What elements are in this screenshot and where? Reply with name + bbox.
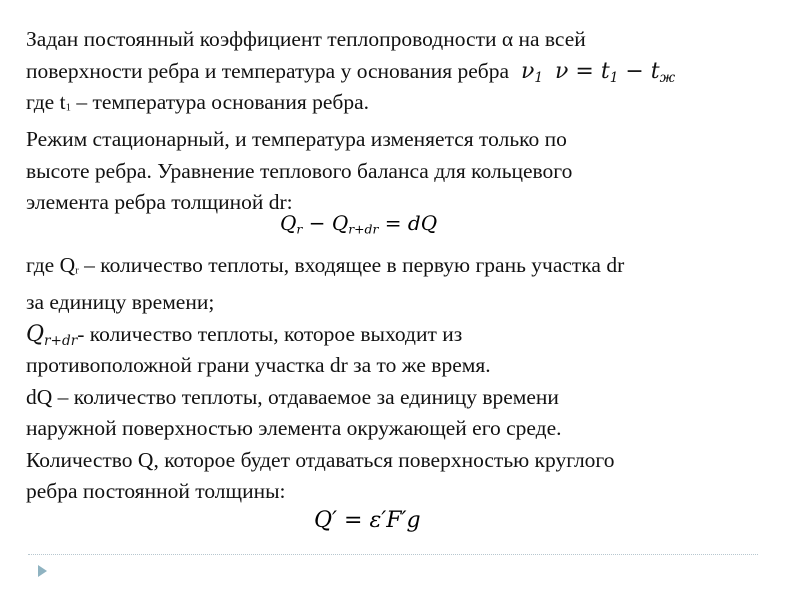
footer-divider <box>28 554 758 555</box>
q-symbol: Q <box>280 211 297 235</box>
text-line: противоположной грани участка dr за то же время. <box>26 353 491 378</box>
body-text <box>26 24 776 508</box>
minus-sign: − <box>302 211 332 235</box>
text-fragment: – количество теплоты, входящее в первую грань участка dr <box>78 253 625 278</box>
t-symbol: t <box>600 58 610 84</box>
text-line: за единицу времени; <box>26 290 215 315</box>
tzh-symbol: t <box>650 58 660 84</box>
text-line: Количество Q, которое будет отдаваться поверхностью круглого <box>26 447 615 472</box>
text-line: Режим стационарный, и температура изменяется только по <box>26 127 567 152</box>
text-fragment: - количество теплоты, которое выходит из <box>77 321 463 346</box>
text-fragment: – температура основания ребра. <box>70 90 369 114</box>
bullet-arrow-icon <box>38 565 47 577</box>
tzh-subscript: ж <box>659 69 676 86</box>
heat-balance-equation <box>280 211 437 235</box>
q-subscript: r+dr <box>44 332 78 349</box>
text-line <box>26 56 776 88</box>
text-line: наружной поверхностью элемента окружающей его среде. <box>26 416 562 441</box>
q-symbol: Q <box>26 321 45 347</box>
v1-term <box>521 59 543 84</box>
equals-sign: = <box>568 58 601 84</box>
q-subscript: r+dr <box>348 221 379 237</box>
q-r-dr-symbol <box>26 322 77 347</box>
text-line: ребра постоянной толщины: <box>26 479 286 504</box>
q-prime-symbol: Q′ <box>314 508 338 533</box>
text-line: dQ – количество теплоты, отдаваемое за единицу времени <box>26 384 559 409</box>
minus-sign: − <box>618 58 651 84</box>
text-line <box>26 87 776 124</box>
equals-sign: = <box>378 211 408 235</box>
v-symbol: ν <box>555 58 569 84</box>
text-line: элемента ребра толщиной dr: <box>26 190 293 215</box>
subscript: 1 <box>65 101 71 114</box>
equals-sign: = <box>337 508 370 533</box>
text-fragment: поверхности ребра и температура у основания ребра <box>26 58 509 83</box>
text-line: Задан постоянный коэффициент теплопроводности α на всей <box>26 27 586 51</box>
text-line <box>26 250 776 287</box>
q-subscript: r <box>296 221 303 237</box>
text-fragment: где t <box>26 90 66 114</box>
text-line <box>26 319 776 351</box>
text-fragment: где Q <box>26 253 76 278</box>
temperature-excess-formula <box>521 59 675 84</box>
q-symbol: Q <box>331 211 349 235</box>
v1-symbol: ν <box>521 58 535 84</box>
epsilon-f-g-expression: ε′F′g <box>369 508 421 533</box>
heat-flow-equation <box>314 508 421 533</box>
t-subscript: 1 <box>609 69 619 86</box>
text-line: высоте ребра. Уравнение теплового баланса для кольцевого <box>26 158 573 183</box>
dq-symbol: dQ <box>407 211 438 235</box>
subscript: r <box>75 264 79 277</box>
v1-subscript: 1 <box>534 69 544 86</box>
